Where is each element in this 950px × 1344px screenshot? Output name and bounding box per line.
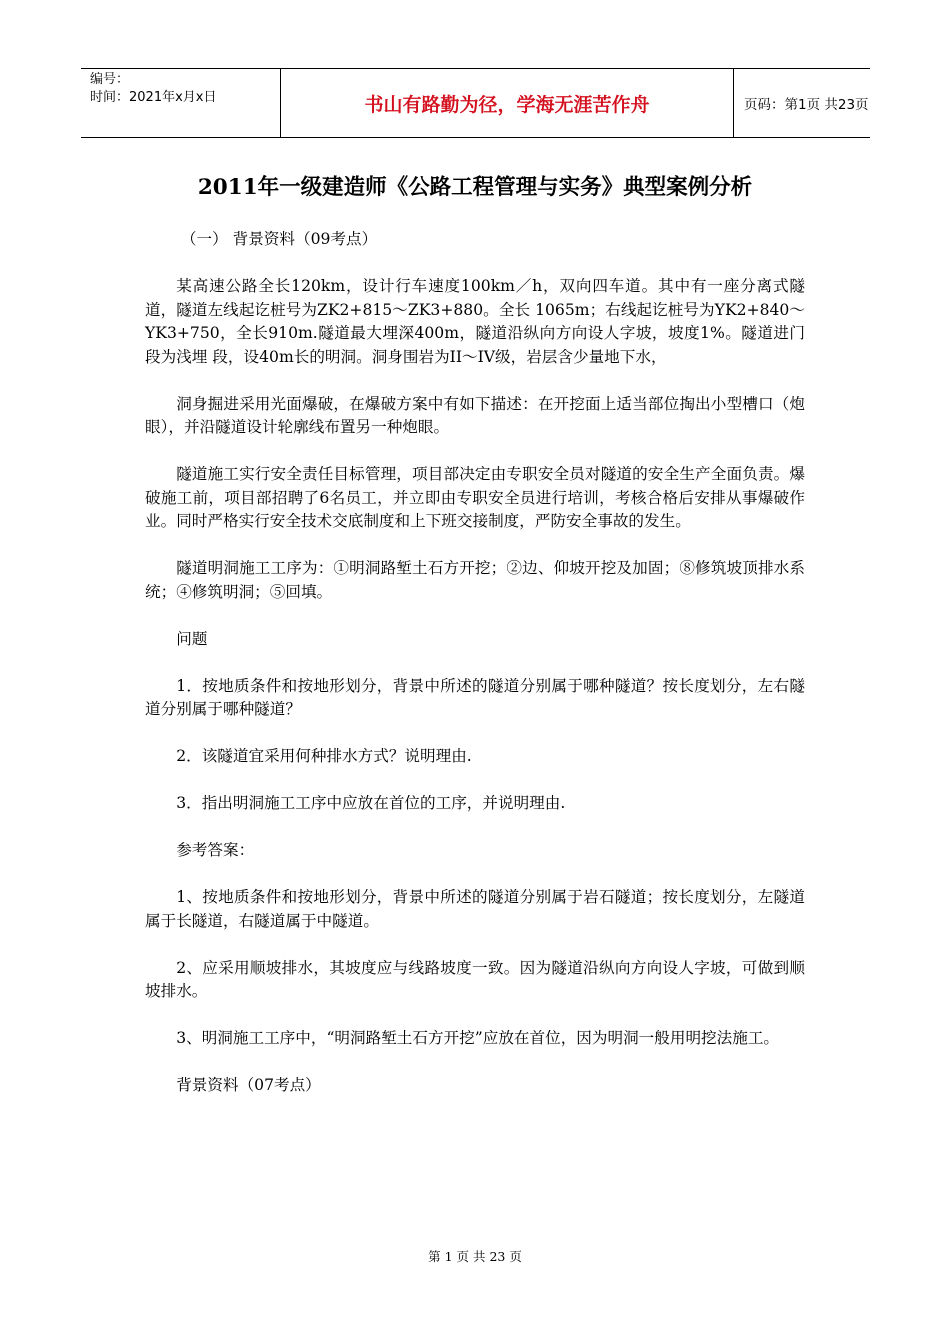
time-label: 时间：2021年x月x日 <box>90 90 217 105</box>
paragraph: 某高速公路全长120km，设计行车速度100km／h，双向四车道。其中有一座分离式隧道，隧道左线起讫桩号为ZK2+815～ZK3+880。全长 1065m；右线起讫桩号为YK2+840～YK3+750，全长910m.隧道最大埋深400m，隧道沿纵向方向设人字坡，坡度1%。隧道进门段为浅埋 段，设40m长的明洞。洞身围岩为II～IV级，岩层含少量地下水， <box>145 277 805 366</box>
question-item: 3．指出明洞施工工序中应放在首位的工序，并说明理由. <box>176 794 566 812</box>
paragraph: 隧道明洞施工工序为：①明洞路堑土石方开挖；②边、仰坡开挖及加固；⑧修筑坡顶排水系统；④修筑明洞；⑤回填。 <box>145 559 805 601</box>
answer-item: 2、应采用顺坡排水，其坡度应与线路坡度一致。因为隧道沿纵向方向设人字坡，可做到顺坡排水。 <box>145 958 805 1000</box>
doc-number-label: 编号： <box>90 72 130 87</box>
paragraph: 隧道施工实行安全责任目标管理，项目部决定由专职安全员对隧道的安全生产全面负责。爆破施工前，项目部招聘了6名员工，并立即由专职安全员进行培训，考核合格后安排从事爆破作业。同时严格实行安全技术交底制度和上下班交接制度，严防安全事故的发生。 <box>145 465 805 530</box>
answers-heading: 参考答案： <box>176 841 255 859</box>
questions-heading: 问题 <box>176 629 208 648</box>
document-body <box>145 228 805 1121</box>
header-slogan-cell <box>281 69 734 137</box>
header-meta <box>81 69 281 137</box>
page-info: 页码：第1页 共23页 <box>744 97 869 113</box>
question-item: 1．按地质条件和按地形划分，背景中所述的隧道分别属于哪种隧道？按长度划分，左右隧道分别属于哪种隧道？ <box>145 676 805 718</box>
slogan: 书山有路勤为径，学海无涯苦作舟 <box>364 93 650 116</box>
paragraph: 洞身掘进采用光面爆破，在爆破方案中有如下描述：在开挖面上适当部位掏出小型槽口（炮眼），并沿隧道设计轮廓线布置另一种炮眼。 <box>145 394 805 436</box>
answer-item: 1、按地质条件和按地形划分，背景中所述的隧道分别属于岩石隧道；按长度划分，左隧道属于长隧道，右隧道属于中隧道。 <box>145 888 805 930</box>
section-heading: （一） 背景资料（09考点） <box>180 230 378 248</box>
page-header <box>81 68 870 138</box>
page-footer: 第 1 页 共 23 页 <box>428 1249 522 1264</box>
answer-item: 3、明洞施工工序中，“明洞路堑土石方开挖”应放在首位，因为明洞一般用明挖法施工。 <box>176 1029 780 1047</box>
header-page-info-cell <box>734 69 870 137</box>
document-title: 2011年一级建造师《公路工程管理与实务》典型案例分析 <box>197 175 753 200</box>
question-item: 2．该隧道宜采用何种排水方式？说明理由. <box>176 747 472 765</box>
section-heading: 背景资料（07考点） <box>176 1076 321 1094</box>
